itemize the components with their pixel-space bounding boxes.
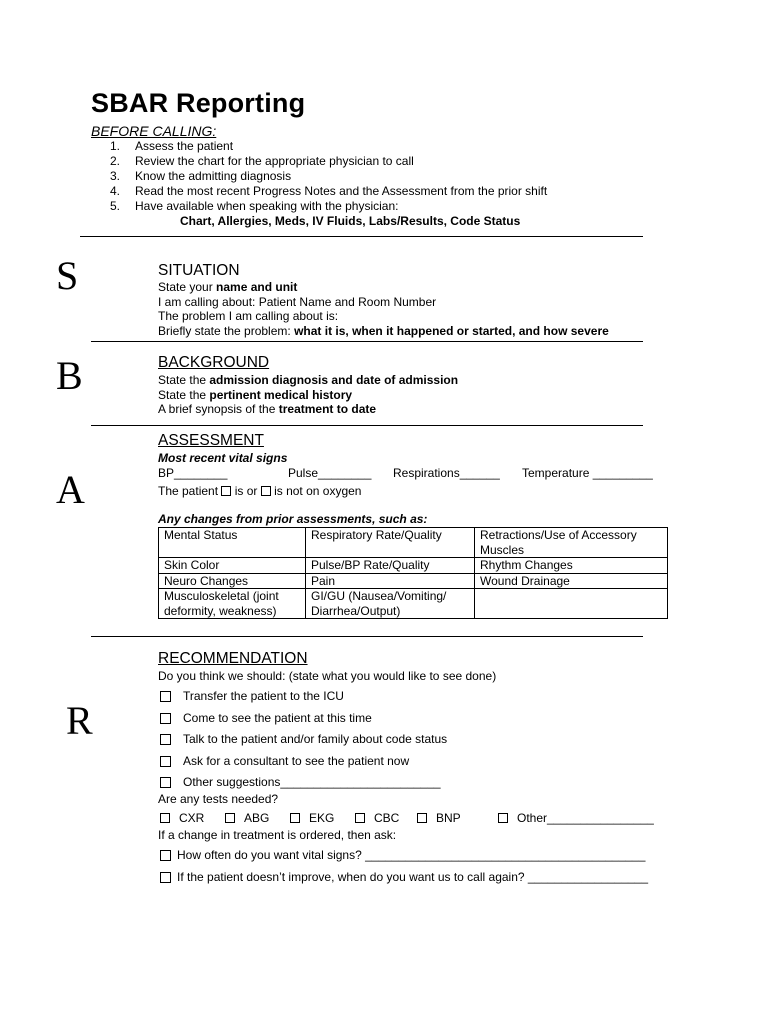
divider [80, 236, 643, 237]
checkbox[interactable] [498, 813, 508, 823]
oxygen-yes-checkbox[interactable] [221, 486, 231, 496]
table-cell: Musculoskeletal (joint deformity, weakness) [159, 589, 306, 619]
section-letter-a: A [56, 467, 85, 512]
situation-heading: SITUATION [158, 262, 240, 279]
temperature-field[interactable]: Temperature _________ [522, 466, 653, 480]
checkbox[interactable] [160, 691, 171, 702]
section-letter-s: S [56, 253, 79, 298]
test-cxr[interactable]: CXR [160, 811, 204, 825]
checkbox[interactable] [417, 813, 427, 823]
followup-vital-signs[interactable]: How often do you want vital signs? __________________________________________ [160, 848, 645, 862]
change-question: If a change in treatment is ordered, then ask: [158, 828, 397, 842]
table-cell: Pulse/BP Rate/Quality [306, 558, 475, 574]
step-item: 1. Assess the patient [110, 139, 234, 153]
pulse-field[interactable]: Pulse________ [288, 466, 372, 480]
test-other[interactable]: Other________________ [498, 811, 654, 825]
checkbox[interactable] [290, 813, 300, 823]
test-ekg[interactable]: EKG [290, 811, 334, 825]
divider [91, 425, 643, 426]
table-cell: GI/GU (Nausea/Vomiting/ Diarrhea/Output) [306, 589, 475, 619]
table-row [159, 589, 668, 619]
option-transfer-icu[interactable]: Transfer the patient to the ICU [160, 689, 344, 703]
background-text: State the admission diagnosis and date of admission State the pertinent medical history A brief synopsis of the treatment to date [158, 373, 459, 416]
section-letter-r: R [66, 698, 93, 743]
test-abg[interactable]: ABG [225, 811, 269, 825]
divider [91, 636, 643, 637]
test-cbc[interactable]: CBC [355, 811, 399, 825]
checkbox[interactable] [160, 734, 171, 745]
step-item: 3. Know the admitting diagnosis [110, 169, 292, 183]
table-cell: Rhythm Changes [475, 558, 668, 574]
checkbox[interactable] [160, 713, 171, 724]
checkbox[interactable] [160, 777, 171, 788]
followup-call-again[interactable]: If the patient doesn’t improve, when do you want us to call again? __________________ [160, 870, 648, 884]
table-cell: Mental Status [159, 528, 306, 558]
before-calling-steps [110, 139, 547, 214]
required-materials: Chart, Allergies, Meds, IV Fluids, Labs/Results, Code Status [180, 214, 521, 228]
changes-label: Any changes from prior assessments, such as: [158, 512, 428, 526]
step-item: 5. Have available when speaking with the physician: [110, 199, 399, 213]
oxygen-status: The patient is or is not on oxygen [158, 484, 362, 498]
option-come-see-patient[interactable]: Come to see the patient at this time [160, 711, 372, 725]
table-cell: Pain [306, 573, 475, 589]
assessment-heading: ASSESSMENT [158, 432, 264, 449]
table-cell [475, 589, 668, 619]
table-row [159, 558, 668, 574]
checkbox[interactable] [160, 813, 170, 823]
tests-row [160, 811, 680, 827]
table-cell: Retractions/Use of Accessory Muscles [475, 528, 668, 558]
recommendation-heading: RECOMMENDATION [158, 650, 308, 667]
table-cell: Wound Drainage [475, 573, 668, 589]
table-row [159, 528, 668, 558]
page-title: SBAR Reporting [91, 88, 306, 118]
checkbox[interactable] [355, 813, 365, 823]
table-cell: Respiratory Rate/Quality [306, 528, 475, 558]
option-other-suggestions[interactable]: Other suggestions________________________ [160, 775, 441, 789]
respirations-field[interactable]: Respirations______ [393, 466, 500, 480]
oxygen-no-checkbox[interactable] [261, 486, 271, 496]
tests-question: Are any tests needed? [158, 792, 279, 806]
bp-field[interactable]: BP________ [158, 466, 228, 480]
table-cell: Skin Color [159, 558, 306, 574]
option-consultant[interactable]: Ask for a consultant to see the patient now [160, 754, 409, 768]
before-calling-label: BEFORE CALLING: [91, 123, 217, 139]
checkbox[interactable] [160, 756, 171, 767]
checkbox[interactable] [160, 850, 171, 861]
option-code-status[interactable]: Talk to the patient and/or family about code status [160, 732, 447, 746]
checkbox[interactable] [160, 872, 171, 883]
recommendation-intro: Do you think we should: (state what you would like to see done) [158, 669, 497, 683]
section-letter-b: B [56, 353, 83, 398]
assessment-changes-table [158, 527, 668, 619]
divider [91, 341, 643, 342]
step-item: 4. Read the most recent Progress Notes and the Assessment from the prior shift [110, 184, 548, 198]
situation-text: State your name and unit I am calling about: Patient Name and Room Number The problem I am calling about is: Briefly state the problem: what it is, when it happened or started, and how severe [158, 280, 609, 338]
background-heading: BACKGROUND [158, 354, 270, 371]
table-row [159, 573, 668, 589]
table-cell: Neuro Changes [159, 573, 306, 589]
vital-signs-label: Most recent vital signs [158, 451, 288, 465]
checkbox[interactable] [225, 813, 235, 823]
step-item: 2. Review the chart for the appropriate physician to call [110, 154, 414, 168]
test-bnp[interactable]: BNP [417, 811, 461, 825]
